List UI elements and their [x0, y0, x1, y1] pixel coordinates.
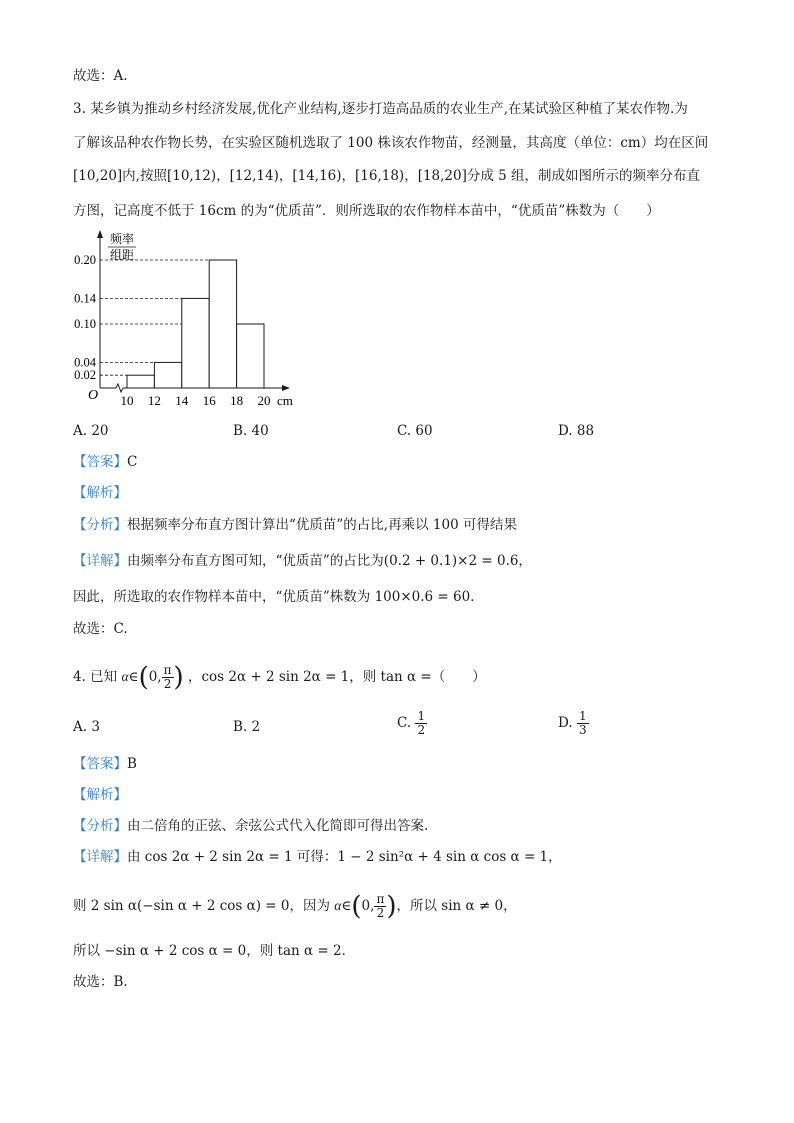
pi-over-2: $\frac{\pi}{2}$: [163, 663, 172, 691]
answer-value: C: [127, 454, 138, 470]
q3-answer: [73, 452, 137, 472]
histogram-bar: [209, 260, 236, 388]
histogram-bar: [182, 298, 209, 388]
histogram-bar: [237, 324, 264, 388]
x-tick-label: 16: [202, 393, 216, 408]
histogram-bar: [127, 375, 154, 388]
q4-option-c: C. $\frac{1}{2}$: [397, 709, 426, 737]
q3-option-d: D. 88: [558, 423, 595, 439]
q3-stem-line-1: 3. 某乡镇为推动乡村经济发展,优化产业结构,逐步打造高品质的农业生产,在某试验区种植了某农作物.为: [73, 101, 688, 117]
y-tick-label: 0.02: [74, 368, 96, 383]
q2-conclusion: 故选：A.: [73, 68, 128, 84]
q3-xiangjie-line-2: 因此，所选取的农作物样本苗中，“优质苗”株数为 100×0.6 = 60．: [73, 589, 484, 605]
q4-xiangjie: [73, 847, 562, 867]
xiangjie-text: 由频率分布直方图可知，“优质苗”的占比为(0.2 + 0.1)×2 = 0.6，: [127, 553, 532, 569]
q4-option-d: D. $\frac{1}{3}$: [558, 709, 587, 737]
fenxi-text: 由二倍角的正弦、余弦公式代入化简即可得出答案.: [127, 818, 429, 834]
q4-answer: [73, 754, 137, 774]
q3-analysis-tag: 【解析】: [73, 485, 127, 501]
y-tick-label: 0.14: [74, 291, 96, 306]
y-axis-label-numerator: 频率: [110, 232, 135, 246]
frequency-histogram: [70, 228, 310, 413]
q3-option-a: A. 20: [73, 423, 109, 439]
answer-tag: 【答案】: [73, 454, 127, 470]
q4-xiangjie-line-3: 所以 −sin α + 2 cos α = 0，则 tan α = 2．: [73, 943, 356, 959]
answer-tag: 【答案】: [73, 756, 127, 772]
y-tick-label: 0.04: [74, 355, 96, 370]
q4-xiangjie-line-2: 则 2 sin α(−sin α + 2 cos α) = 0，因为 α∈(0, $\frac{\pi}{2}$ )，所以 sin α ≠ 0，: [73, 891, 517, 922]
y-tick-label: 0.10: [74, 317, 96, 331]
x-tick-label: 18: [230, 393, 244, 408]
q4-fenxi: [73, 816, 428, 836]
xiangjie-tag: 【详解】: [73, 849, 127, 865]
x-tick-label: 14: [175, 393, 189, 408]
x-tick-label: 12: [147, 393, 161, 408]
q3-option-b: B. 40: [233, 423, 269, 439]
histogram-bar: [154, 362, 181, 388]
q3-stem-line-3: [10,20]内,按照[10,12)，[12,14)，[14,16)，[16,18)，[18,20]分成 5 组，制成如图所示的频率分布直: [73, 168, 701, 184]
fenxi-text: 根据频率分布直方图计算出“优质苗”的占比,再乘以 100 可得结果: [127, 517, 517, 533]
histogram-y-ticks: [74, 253, 97, 382]
q3-stem-line-2: 了解该品种农作物长势，在实验区随机选取了 100 株该农作物苗，经测量，其高度（单位：cm）均在区间: [73, 135, 709, 151]
xiangjie-tag: 【详解】: [73, 553, 127, 569]
fenxi-tag: 【分析】: [73, 517, 127, 533]
q4-option-b: B. 2: [233, 719, 261, 735]
q3-xiangjie: [73, 551, 532, 571]
x-axis-unit: cm: [277, 393, 293, 408]
xiangjie-text: 由 cos 2α + 2 sin 2α = 1 可得：1 − 2 sin²α + 4 sin α cos α = 1，: [127, 849, 562, 865]
x-axis-arrow: [282, 385, 290, 391]
q4-conclusion: 故选：B.: [73, 974, 128, 990]
q3-option-c: C. 60: [397, 423, 433, 439]
q3-fenxi: [73, 515, 517, 535]
origin-label: O: [88, 388, 99, 403]
q4-option-a: A. 3: [73, 719, 100, 735]
q3-stem-line-4: 方图，记高度不低于 16cm 的为“优质苗”．则所选取的农作物样本苗中，“优质苗”株数为（ ）: [73, 203, 660, 219]
y-tick-label: 0.20: [74, 253, 96, 267]
x-tick-label: 20: [257, 393, 271, 408]
histogram-x-ticks: [121, 393, 271, 408]
x-tick-label: 10: [120, 393, 134, 408]
q4-stem: 4. 已知 α∈(0, $\frac{\pi}{2}$ ) ，cos 2α + 2 sin 2α = 1，则 tan α =（ ）: [73, 662, 486, 693]
fenxi-tag: 【分析】: [73, 818, 127, 834]
y-axis-label-denominator: 组距: [110, 248, 135, 262]
x-axis-break: [116, 384, 123, 392]
q4-analysis-tag: 【解析】: [73, 787, 127, 803]
answer-value: B: [127, 756, 137, 772]
y-axis-arrow: [97, 230, 103, 238]
q3-conclusion: 故选：C.: [73, 621, 128, 637]
